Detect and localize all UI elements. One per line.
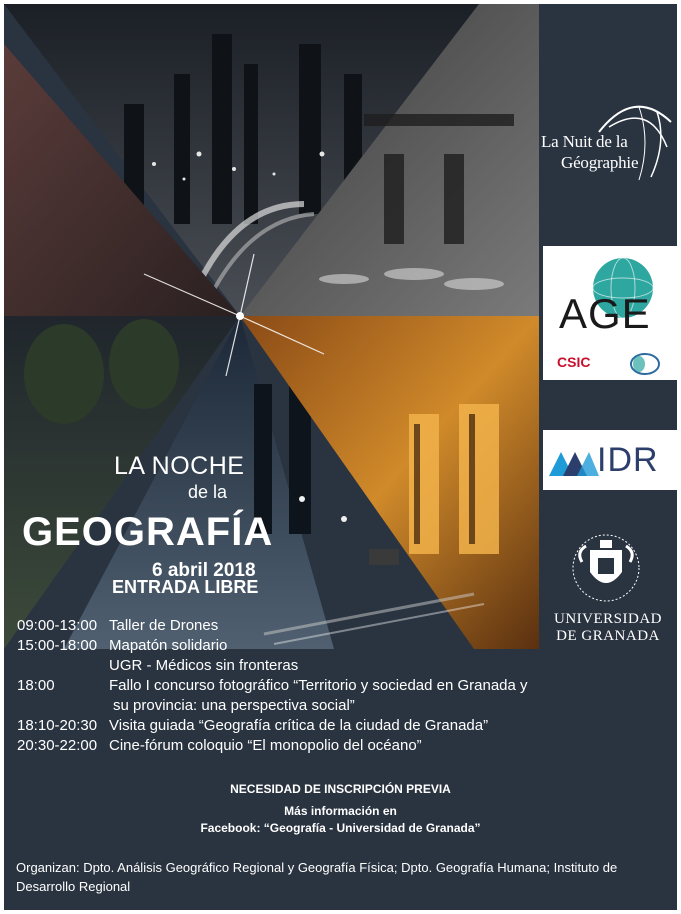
schedule-activity: Mapatón solidario	[109, 637, 228, 654]
schedule-activity: Taller de Drones	[109, 617, 219, 634]
nuit-logo-line-2: Géographie	[561, 153, 639, 172]
idr-logo-text: IDR	[597, 441, 659, 479]
idr-logo-panel	[543, 430, 677, 490]
university-name-line-1: UNIVERSIDAD	[554, 611, 662, 627]
nuit-de-la-geographie-logo	[539, 92, 677, 192]
schedule-row	[17, 716, 577, 736]
schedule-activity: Fallo I concurso fotográfico “Territorio y sociedad en Granada y	[109, 677, 528, 694]
title-main: GEOGRAFÍA	[22, 510, 274, 554]
schedule-row	[17, 676, 577, 696]
schedule-row	[17, 656, 577, 676]
schedule-activity: Cine-fórum coloquio “El monopolio del océano”	[109, 737, 422, 754]
sponsor-sidebar	[539, 4, 677, 649]
title-line-1: LA NOCHE	[114, 452, 245, 480]
idr-mountain-icon	[549, 442, 599, 482]
schedule-row	[17, 616, 577, 636]
schedule-time: 18:00	[17, 677, 55, 694]
free-entry-label: ENTRADA LIBRE	[112, 577, 259, 597]
schedule-row	[17, 736, 577, 756]
schedule-row	[17, 636, 577, 656]
registration-notice: NECESIDAD DE INSCRIPCIÓN PREVIA	[230, 782, 451, 796]
schedule-activity: UGR - Médicos sin fronteras	[109, 657, 299, 674]
more-info-label: Más información en	[284, 804, 397, 818]
title-line-2: de la	[188, 482, 228, 502]
schedule-time: 09:00-13:00	[17, 617, 98, 634]
university-name-line-2: DE GRANADA	[556, 628, 660, 644]
facebook-info: Facebook: “Geografía - Universidad de Granada”	[200, 821, 481, 835]
age-csic-logo-panel	[543, 246, 677, 380]
nuit-logo-line-1: La Nuit de la	[541, 132, 628, 151]
university-crest-icon	[572, 532, 640, 604]
schedule-list	[17, 616, 577, 756]
organizers-text: Organizan: Dpto. Análisis Geográfico Regional y Geografía Física; Dpto. Geografía Humana; Instituto de Desarrollo Regional	[16, 860, 618, 894]
schedule-activity: su provincia: una perspectiva social”	[113, 697, 355, 714]
schedule-activity: Visita guiada “Geografía crítica de la ciudad de Granada”	[109, 717, 489, 734]
schedule-time: 15:00-18:00	[17, 637, 98, 654]
age-logo-text: AGE	[559, 290, 651, 337]
event-poster	[4, 4, 677, 910]
schedule-time: 18:10-20:30	[17, 717, 98, 734]
schedule-row	[17, 696, 577, 716]
event-date: 6 abril 2018	[152, 560, 256, 581]
csic-logo-text: CSIC	[557, 354, 591, 370]
schedule-time: 20:30-22:00	[17, 737, 98, 754]
